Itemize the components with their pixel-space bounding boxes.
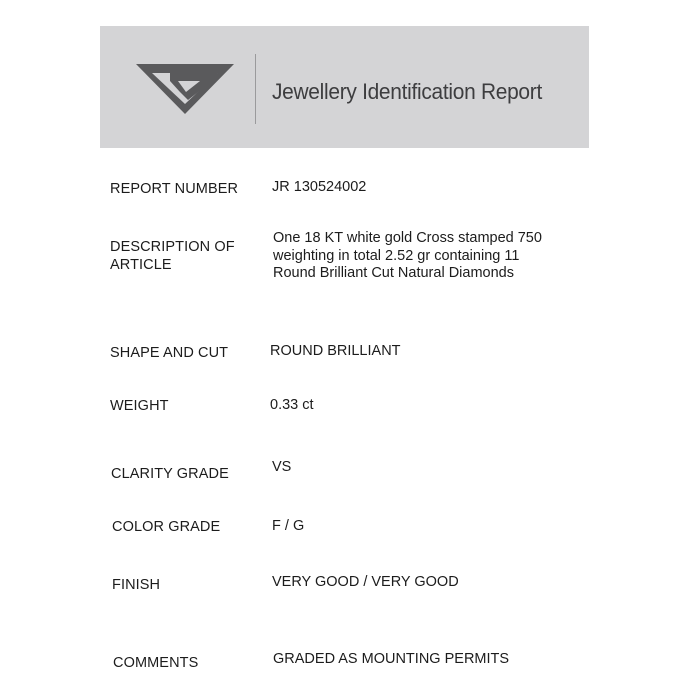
weight-label: WEIGHT [110,398,169,414]
description-label-line2: ARTICLE [110,257,172,273]
header-divider [255,54,256,124]
diamond-g-logo-icon [130,60,240,116]
weight-value: 0.33 ct [270,397,314,413]
description-label-line1: DESCRIPTION OF [110,239,235,255]
comments-label: COMMENTS [113,655,199,671]
report-number-value: JR 130524002 [272,179,367,195]
description-value-line2: weighting in total 2.52 gr containing 11 [273,248,520,264]
clarity-grade-value: VS [272,459,292,475]
color-grade-value: F / G [272,518,305,534]
finish-value: VERY GOOD / VERY GOOD [272,574,459,590]
clarity-grade-label: CLARITY GRADE [111,466,229,482]
shape-and-cut-value: ROUND BRILLIANT [270,343,401,359]
description-value-line3: Round Brilliant Cut Natural Diamonds [273,265,514,281]
comments-value: GRADED AS MOUNTING PERMITS [273,651,510,667]
shape-and-cut-label: SHAPE AND CUT [110,345,229,361]
color-grade-label: COLOR GRADE [112,519,221,535]
report-header [100,26,589,148]
report-title: Jewellery Identification Report [272,79,542,104]
description-value-line1: One 18 KT white gold Cross stamped 750 [273,230,542,246]
finish-label: FINISH [112,577,161,593]
report-number-label: REPORT NUMBER [110,181,239,197]
